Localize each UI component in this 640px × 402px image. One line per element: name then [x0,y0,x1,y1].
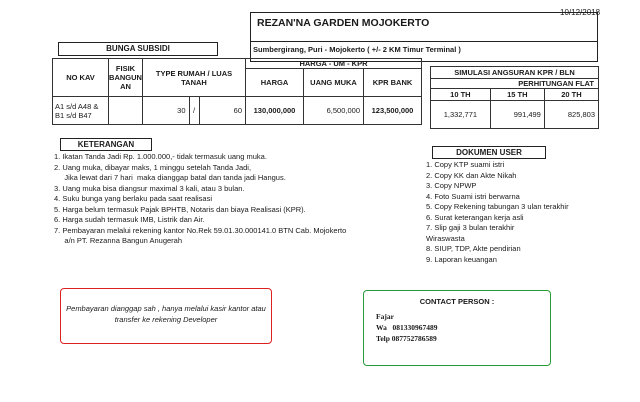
sim-subtitle: PERHITUNGAN FLAT [431,79,599,89]
sim-title: SIMULASI ANGSURAN KPR / BLN [431,67,599,79]
page-title: REZAN'NA GARDEN MOJOKERTO [257,17,430,29]
sim-value-20: 825,803 [544,101,598,129]
payment-note-box [60,288,272,344]
contact-box [363,290,551,366]
contact-title: CONTACT PERSON : [419,297,495,306]
list-item: 3. Copy NPWP [426,181,477,190]
list-item: Wiraswasta [426,233,465,243]
list-item: 5. Harga belum termasuk Pajak BPHTB, Notaris dan biaya Realisasi (KPR). [54,204,306,214]
contact-details [376,311,437,344]
cell-harga: 130,000,000 [246,97,304,125]
payment-note-text: Pembayaran dianggap sah , hanya melalui kasir kantor atau transfer ke rekening Developer [66,304,266,324]
list-item: 2. Uang muka, dibayar maks, 1 minggu setelah Tanda Jadi, [54,162,252,172]
col-harga-group: HARGA - UM - KPR [246,59,422,69]
list-item: 8. SIUP, TDP, Akte pendirian [426,244,521,253]
price-table [52,58,422,125]
page-subtitle: Sumbergirang, Puri - Mojokerto ( +/- 2 KM Timur Terminal ) [253,45,461,54]
col-type: TYPE RUMAH / LUAS TANAH [143,59,246,97]
cell-kpr: 123,500,000 [364,97,422,125]
dokumen-list [426,160,626,265]
sim-value-15: 991,499 [490,101,544,129]
dokumen-title: DOKUMEN USER [432,146,546,159]
list-item: 7. Slip gaji 3 bulan terakhir [426,223,515,232]
list-item: 2. Copy KK dan Akte Nikah [426,170,517,180]
sim-header-20: 20 TH [544,89,598,101]
list-item: Jika lewat dari 7 hari maka dianggap batal dan tanda jadi Hangus. [54,173,286,182]
bunga-subsidi-label: BUNGA SUBSIDI [58,42,218,56]
list-item: 1. Copy KTP suami istri [426,160,505,169]
contact-name: Fajar [376,312,394,321]
list-item: 5. Copy Rekening tabungan 3 ulan terakhir [426,202,569,211]
list-item: 9. Laporan keuangan [426,254,497,264]
cell-sep: / [189,97,199,125]
col-fisik: FISIK BANGUN AN [109,59,143,97]
list-item: 6. Harga sudah termasuk IMB, Listrik dan Air. [54,215,205,224]
contact-telp: Telp 087752786589 [376,334,437,343]
sim-header-10: 10 TH [431,89,491,101]
list-item: 4. Suku bunga yang berlaku pada saat realisasi [54,194,213,203]
sim-header-15: 15 TH [490,89,544,101]
document-date: 10/12/2018 [560,8,601,17]
cell-type: 30 [143,97,190,125]
list-item: a/n PT. Rezanna Bangun Anugerah [54,236,183,245]
table-row [53,97,422,125]
table-row [431,101,599,129]
keterangan-list [54,152,384,247]
list-item: 7. Pembayaran melalui rekening kantor No.Rek 59.01.30.000141.0 BTN Cab. Mojokerto [54,225,347,235]
sim-value-10: 1,332,771 [431,101,491,129]
col-uang-muka: UANG MUKA [304,69,364,97]
col-kpr: KPR BANK [364,69,422,97]
contact-wa: Wa 081330967489 [376,323,438,332]
list-item: 4. Foto Suami istri berwarna [426,191,520,201]
list-item: 3. Uang muka bisa diangsur maximal 3 kali, atau 3 bulan. [54,183,245,193]
col-harga: HARGA [246,69,304,97]
keterangan-title: KETERANGAN [60,138,152,151]
list-item: 6. Surat keterangan kerja asli [426,212,524,222]
cell-luas: 60 [199,97,246,125]
cell-fisik [109,97,143,125]
header-box [250,12,598,62]
cell-uang-muka: 6,500,000 [304,97,364,125]
list-item: 1. Ikatan Tanda Jadi Rp. 1.000.000,- tidak termasuk uang muka. [54,152,267,161]
cell-no-kav: A1 s/d A48 & B1 s/d B47 [53,97,109,125]
simulation-table [430,66,599,129]
header-divider [251,41,597,42]
col-no-kav: NO KAV [53,59,109,97]
